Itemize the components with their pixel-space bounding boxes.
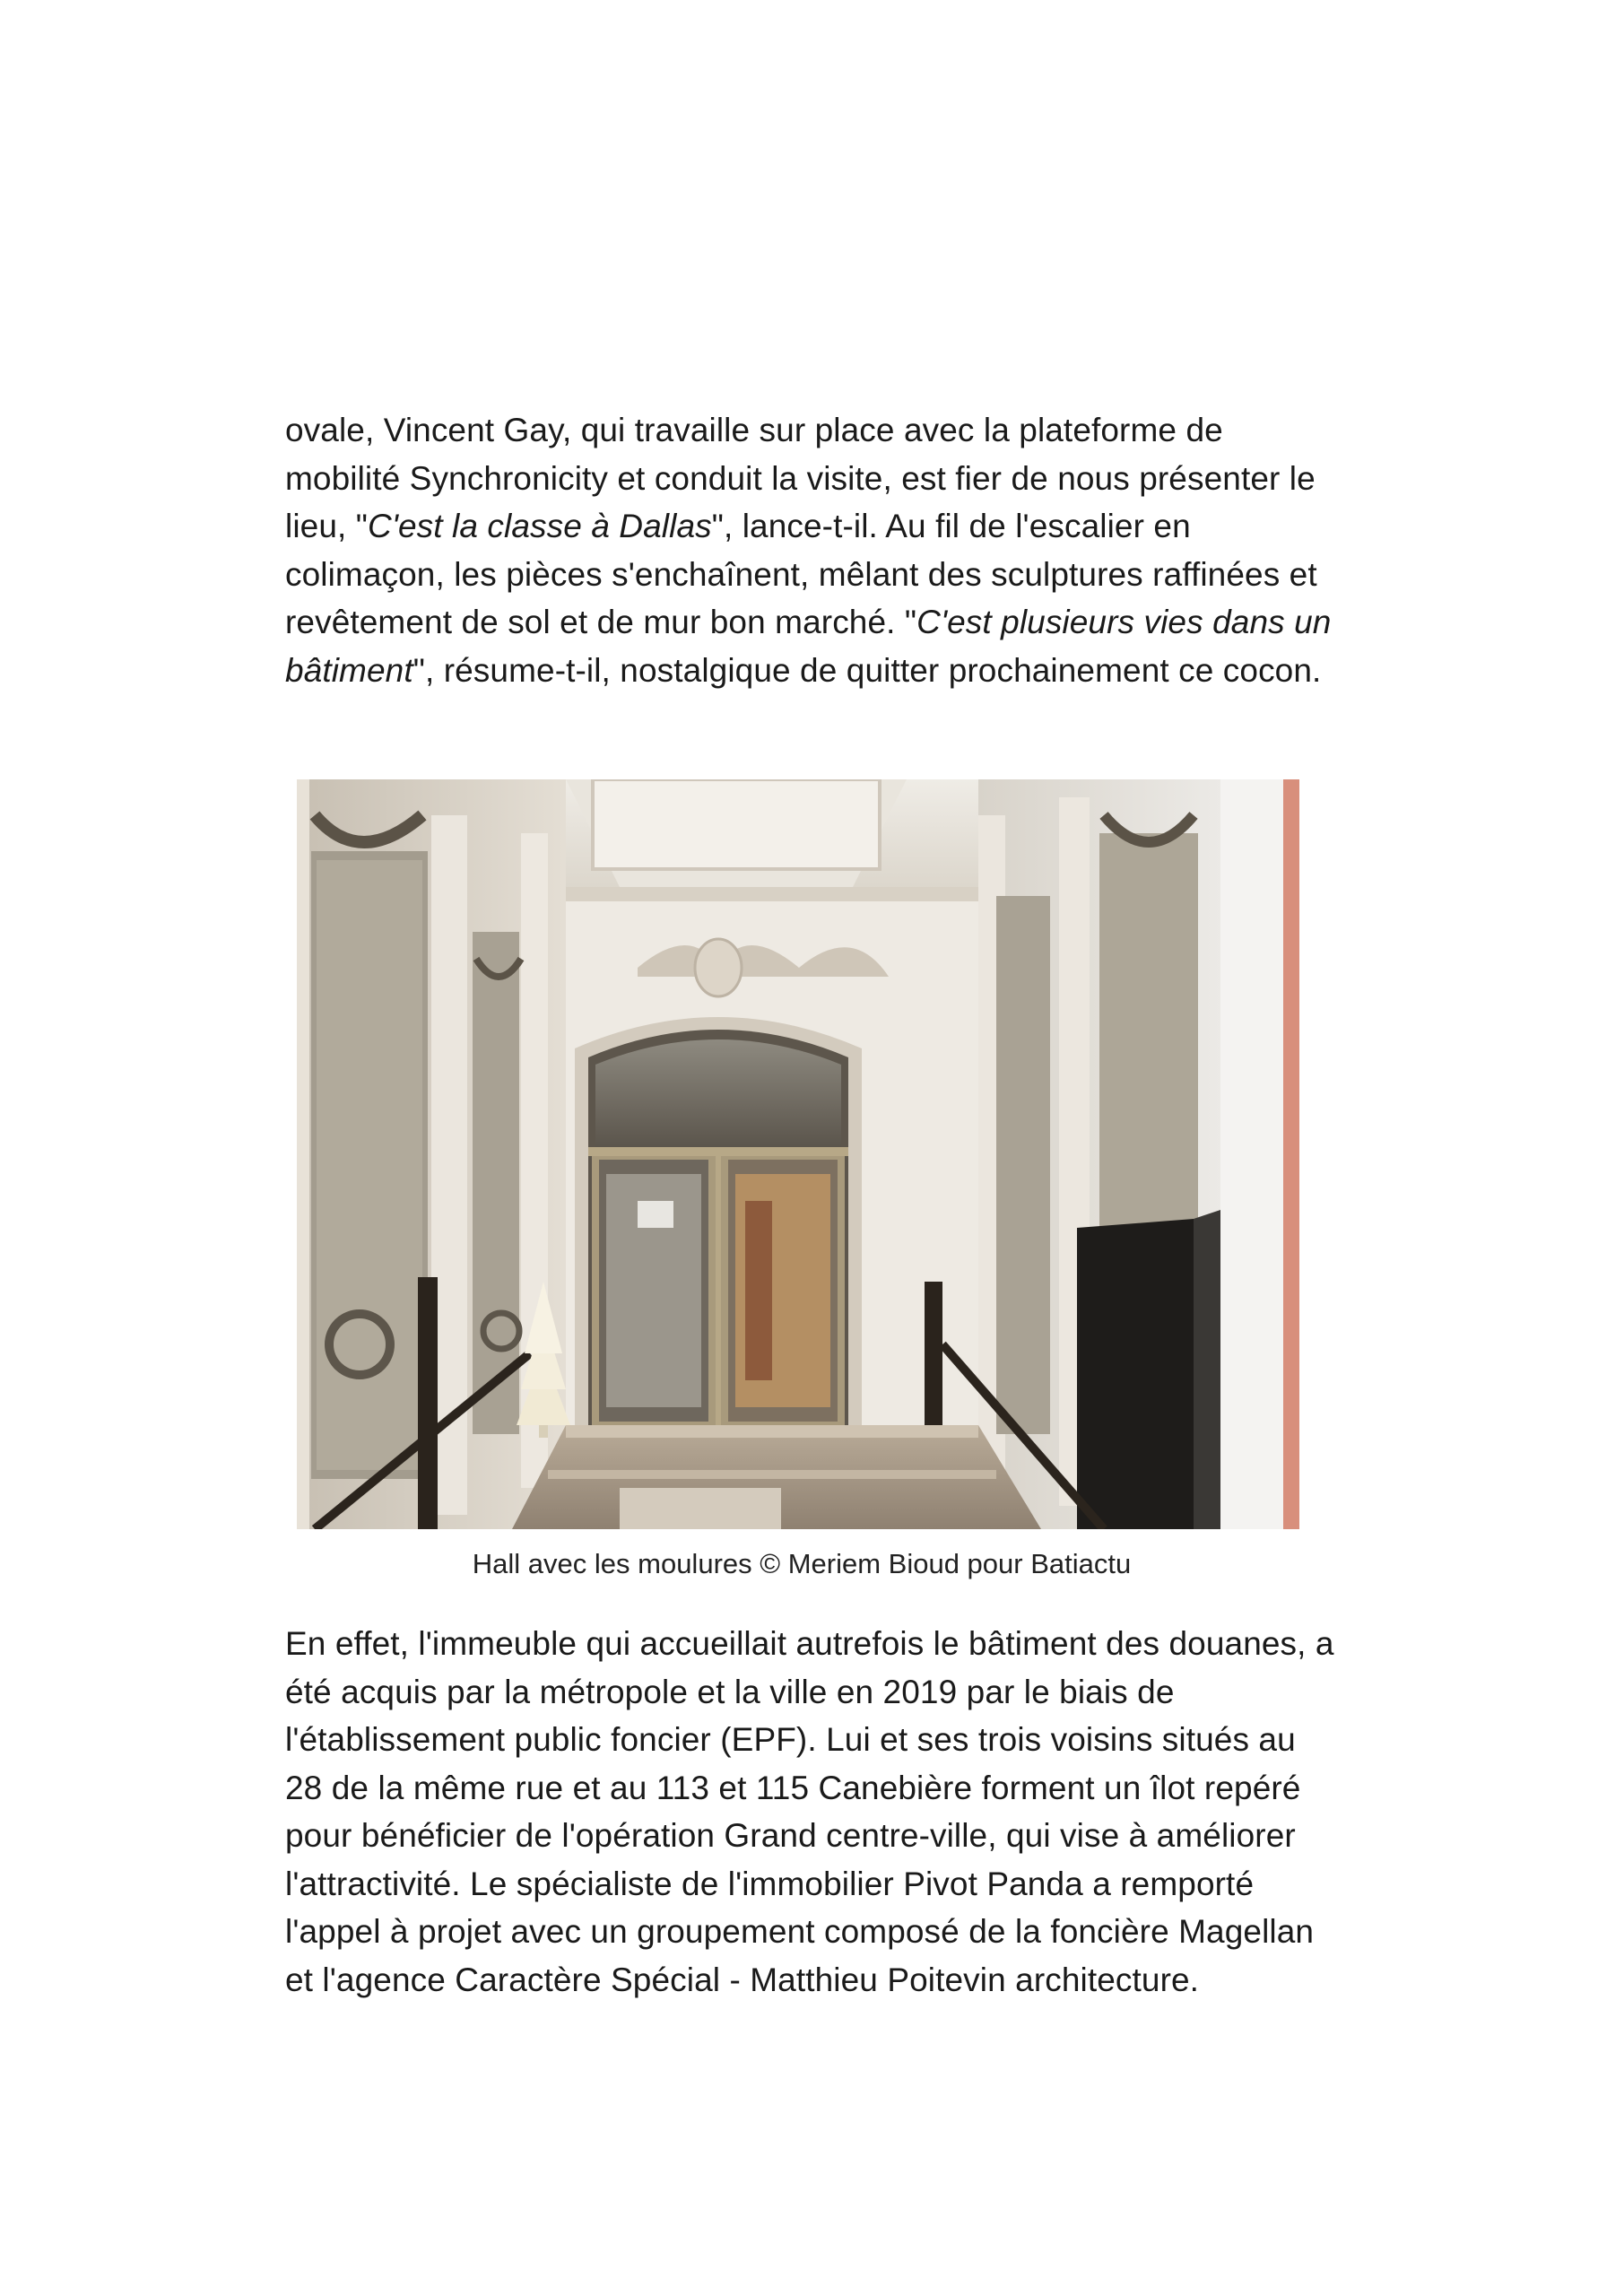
photo-caption: Hall avec les moulures © Meriem Bioud pour Batiactu — [472, 1548, 1132, 1579]
paragraph-visit-text-2: ", lance-t-il. Au fil de l'escalier en colimaçon, les pièces s'enchaînent, mêlant des sculptures raffinées et revêtement de sol et de mur bon marché. " — [285, 508, 1317, 640]
paragraph-visit-text-1: ovale, Vincent Gay, qui travaille sur place avec la plateforme de mobilité Synchronicity et conduit la visite, est fier de nous présenter le lieu, " — [285, 412, 1316, 544]
hall-photo — [297, 779, 1299, 1529]
quote-classe-dallas: C'est la classe à Dallas — [368, 508, 712, 544]
paragraph-visit — [285, 406, 1334, 694]
paragraph-acquisition: En effet, l'immeuble qui accueillait autrefois le bâtiment des douanes, a été acquis par la métropole et la ville en 2019 par le biais de l'établissement public foncier (EPF). Lui et ses trois voisins situés au 28 de la même rue et au 113 et 115 Canebière forment un îlot repéré pour bénéficier de l'opération Grand centre-ville, qui vise à améliorer l'attractivité. Le spécialiste de l'immobilier Pivot Panda a remporté l'appel à projet avec un groupement composé de la foncière Magellan et l'agence Caractère Spécial - Matthieu Poitevin architecture. — [285, 1625, 1334, 1998]
paragraph-visit-text-3: ", résume-t-il, nostalgique de quitter prochainement ce cocon. — [413, 651, 1322, 689]
quote-plusieurs-vies: C'est plusieurs vies dans un bâtiment — [285, 604, 1332, 689]
